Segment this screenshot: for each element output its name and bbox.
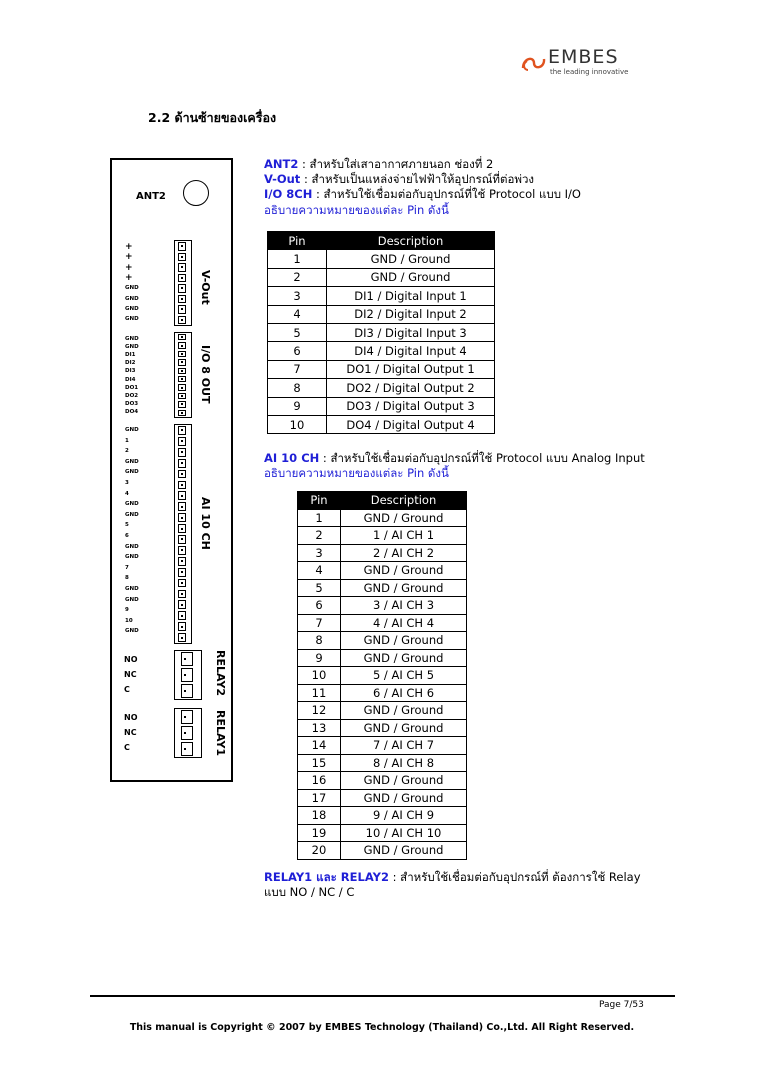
ai-pin-label: 10 [125, 617, 133, 624]
ai-description-cell: GND / Ground [341, 562, 467, 580]
io-description-cell: DO2 / Digital Output 2 [327, 379, 495, 397]
page-number-value: 7/53 [623, 1000, 644, 1010]
logo-wordmark: EMBES [548, 46, 619, 68]
ai-pin-label: 9 [125, 607, 129, 614]
ai-table-row [298, 824, 467, 842]
ai-description-cell: 9 / AI CH 9 [341, 807, 467, 825]
ai-description-cell: GND / Ground [341, 789, 467, 807]
terminal-cell [178, 393, 186, 399]
ai-pin-cell: 8 [298, 632, 341, 650]
ant2-term: ANT2 [264, 157, 299, 171]
ai-pin-cell: 2 [298, 527, 341, 545]
io-pin-label: DO3 [125, 400, 139, 407]
terminal-cell [178, 491, 186, 500]
relay-description-line2: แบบ NO / NC / C [264, 885, 355, 899]
io-table-row [268, 250, 495, 268]
page-number [599, 1000, 644, 1010]
ai-pin-label: GND [125, 628, 139, 635]
io-pin-cell: 2 [268, 268, 327, 286]
terminal-cell [181, 652, 193, 666]
terminal-cell [178, 274, 186, 283]
io-description-cell: DI1 / Digital Input 1 [327, 287, 495, 305]
ai-description-cell: GND / Ground [341, 509, 467, 527]
ai-description-cell: 3 / AI CH 3 [341, 597, 467, 615]
ai-note: อธิบายความหมายของแต่ละ Pin ดังนี้ [264, 466, 449, 480]
ai-description-cell: 10 / AI CH 10 [341, 824, 467, 842]
relay1-pin-label: NO [124, 713, 138, 722]
ai-description-cell: GND / Ground [341, 579, 467, 597]
ai-description-cell: GND / Ground [341, 702, 467, 720]
ai-description-cell: GND / Ground [341, 632, 467, 650]
ai-pin-cell: 10 [298, 667, 341, 685]
ai-table-row [298, 719, 467, 737]
ai-pin-label: GND [125, 469, 139, 476]
vout-description [264, 172, 534, 187]
relay2-pin-label: C [124, 685, 130, 694]
terminal-cell [178, 410, 186, 416]
io-table-header-pin: Pin [268, 232, 327, 250]
vout-pin-label: + [125, 252, 133, 263]
ai-pin-label: GND [125, 427, 139, 433]
ai-table-row [298, 527, 467, 545]
terminal-cell [178, 305, 186, 314]
ai-pin-label: GND [125, 586, 139, 592]
io-description-cell: DO4 / Digital Output 4 [327, 415, 495, 433]
terminal-cell [181, 742, 193, 756]
terminal-cell [178, 448, 186, 457]
ai-description [264, 451, 645, 466]
io-pin-cell: 3 [268, 287, 327, 305]
ai-pin-cell: 18 [298, 807, 341, 825]
io-pin-label: DI4 [125, 376, 136, 383]
io-title: I/O 8 OUT [199, 345, 212, 404]
device-left-panel [110, 158, 233, 782]
io-pin-cell: 9 [268, 397, 327, 415]
ai-pin-cell: 7 [298, 614, 341, 632]
ai-description-cell: GND / Ground [341, 842, 467, 860]
ai-pin-cell: 1 [298, 509, 341, 527]
terminal-cell [178, 284, 186, 293]
ai-table-row [298, 702, 467, 720]
ai-description-cell: 1 / AI CH 1 [341, 527, 467, 545]
io-pin-label: GND [125, 336, 139, 342]
relay-text: : สำหรับใช้เชื่อมต่อกับอุปกรณ์ที่ ต้องการใช้ Relay [388, 870, 641, 884]
footer-divider [90, 995, 675, 997]
ai-table-body [298, 509, 467, 859]
terminal-cell [181, 668, 193, 682]
copyright-notice: This manual is Copyright © 2007 by EMBES Technology (Thailand) Co.,Ltd. All Right Reserved. [129, 1022, 635, 1033]
terminal-cell [178, 316, 186, 325]
logo-tagline: the leading innovative [550, 68, 629, 76]
vout-pin-label: GND [125, 295, 139, 302]
vout-text: : สำหรับเป็นแหล่งจ่ายไฟฟ้าให้อุปกรณ์ที่ต่อพ่วง [300, 172, 535, 186]
ai-pin-cell: 11 [298, 684, 341, 702]
terminal-cell [178, 384, 186, 390]
vout-pin-label: GND [125, 305, 139, 312]
io-table-row [268, 287, 495, 305]
ai-table-row [298, 842, 467, 860]
ai-table-row [298, 509, 467, 527]
io-table-row [268, 305, 495, 323]
ai-table-row [298, 667, 467, 685]
ant2-description [264, 157, 493, 172]
io-table-row [268, 268, 495, 286]
ai-pin-cell: 12 [298, 702, 341, 720]
ai-pin-cell: 13 [298, 719, 341, 737]
terminal-cell [178, 579, 186, 588]
io-pin-table [267, 231, 495, 434]
io-pin-label: DI3 [125, 368, 136, 375]
io-note: อธิบายความหมายของแต่ละ Pin ดังนี้ [264, 203, 449, 217]
ai-pin-cell: 4 [298, 562, 341, 580]
ai-pin-cell: 15 [298, 754, 341, 772]
terminal-cell [178, 622, 186, 631]
ai-pin-cell: 20 [298, 842, 341, 860]
vout-term: V-Out [264, 172, 301, 186]
ai-table-row [298, 632, 467, 650]
terminal-cell [178, 459, 186, 468]
ai-pin-cell: 9 [298, 649, 341, 667]
ai-pin-label: 5 [125, 522, 129, 529]
ai-description-cell: GND / Ground [341, 719, 467, 737]
ai-table-row [298, 684, 467, 702]
io-pin-cell: 5 [268, 323, 327, 341]
ai-pin-cell: 16 [298, 772, 341, 790]
ai-pin-label: GND [125, 501, 139, 508]
io-description-cell: GND / Ground [327, 268, 495, 286]
ai-pin-cell: 5 [298, 579, 341, 597]
ant2-connector-icon [183, 180, 209, 206]
relay1-terminal-block [174, 708, 202, 758]
ai-table-row [298, 597, 467, 615]
ai-table-header-pin: Pin [298, 492, 341, 510]
ai-description-cell: 7 / AI CH 7 [341, 737, 467, 755]
io-pin-label: DO1 [125, 384, 139, 391]
io-table-row [268, 379, 495, 397]
terminal-cell [181, 710, 193, 724]
io-pin-label: DO4 [125, 408, 139, 415]
terminal-cell [178, 600, 186, 609]
terminal-cell [178, 342, 186, 348]
io-term: I/O 8CH [264, 187, 313, 201]
terminal-cell [178, 535, 186, 544]
ant2-label: ANT2 [136, 191, 166, 202]
terminal-cell [178, 295, 186, 304]
ai-pin-label: GND [125, 543, 139, 550]
ai-description-cell: GND / Ground [341, 649, 467, 667]
relay-description [264, 870, 641, 885]
io-text: : สำหรับใช้เชื่อมต่อกับอุปกรณ์ที่ใช้ Protocol แบบ I/O [312, 187, 581, 201]
io-description-cell: DI4 / Digital Input 4 [327, 342, 495, 360]
io-pin-label: DO2 [125, 392, 139, 399]
ai-table-row [298, 807, 467, 825]
ai-pin-label: 1 [125, 437, 129, 444]
ai-terminal-block [174, 424, 192, 644]
ai-table-row [298, 614, 467, 632]
terminal-cell [178, 470, 186, 479]
terminal-cell [178, 481, 186, 490]
terminal-cell [178, 437, 186, 446]
relay2-pin-label: NO [124, 655, 138, 664]
ai-description-cell: 8 / AI CH 8 [341, 754, 467, 772]
terminal-cell [178, 633, 186, 642]
ai-pin-cell: 6 [298, 597, 341, 615]
io-pin-label: DI2 [125, 360, 136, 367]
vout-pin-label: + [125, 272, 133, 283]
relay2-terminal-block [174, 650, 202, 700]
terminal-cell [178, 611, 186, 620]
terminal-cell [178, 253, 186, 262]
ai-table-row [298, 649, 467, 667]
io-table-row [268, 323, 495, 341]
vout-title: V-Out [199, 270, 212, 305]
io-pin-cell: 4 [268, 305, 327, 323]
vout-pin-label: + [125, 242, 133, 252]
terminal-cell [178, 426, 186, 435]
ai-table-row [298, 579, 467, 597]
vout-pin-label: GND [125, 316, 139, 323]
vout-terminal-block [174, 240, 192, 326]
terminal-cell [178, 376, 186, 382]
io-table-row [268, 360, 495, 378]
ai-pin-label: GND [125, 554, 139, 561]
ai-pin-label: GND [125, 458, 139, 465]
ai-table-row [298, 562, 467, 580]
vout-pin-label: GND [125, 285, 139, 292]
io-table-row [268, 342, 495, 360]
ai-description-cell: 5 / AI CH 5 [341, 667, 467, 685]
io-description-cell: DO3 / Digital Output 3 [327, 397, 495, 415]
io-table-row [268, 415, 495, 433]
page-label: Page [599, 1000, 624, 1010]
ai-pin-label: 7 [125, 564, 129, 571]
ai-pin-label: GND [125, 596, 139, 603]
terminal-cell [178, 502, 186, 511]
terminal-cell [178, 557, 186, 566]
io-pin-cell: 8 [268, 379, 327, 397]
terminal-cell [178, 334, 186, 340]
io-pin-cell: 10 [268, 415, 327, 433]
ai-description-cell: 4 / AI CH 4 [341, 614, 467, 632]
ai-table-row [298, 754, 467, 772]
ai-description-cell: 6 / AI CH 6 [341, 684, 467, 702]
section-heading: 2.2 ด้านซ้ายของเครื่อง [148, 110, 277, 125]
ai-pin-label: GND [125, 511, 139, 518]
ai-table-row [298, 737, 467, 755]
terminal-cell [178, 524, 186, 533]
io-pin-cell: 7 [268, 360, 327, 378]
ai-description-cell: GND / Ground [341, 772, 467, 790]
ai-term: AI 10 CH [264, 451, 320, 465]
io-table-header-description: Description [327, 232, 495, 250]
ai-table-row [298, 772, 467, 790]
relay2-title: RELAY2 [214, 650, 227, 697]
io-description-cell: DO1 / Digital Output 1 [327, 360, 495, 378]
terminal-cell [178, 242, 186, 251]
relay-term: RELAY1 และ RELAY2 [264, 870, 389, 884]
ai-pin-label: 6 [125, 533, 129, 539]
io-description-cell: DI2 / Digital Input 2 [327, 305, 495, 323]
ai-pin-cell: 3 [298, 544, 341, 562]
relay2-pin-label: NC [124, 670, 137, 679]
relay1-title: RELAY1 [214, 710, 227, 757]
ai-pin-table [297, 491, 467, 860]
embes-logo [520, 46, 630, 80]
relay1-pin-label: C [124, 743, 130, 752]
terminal-cell [178, 263, 186, 272]
terminal-cell [178, 513, 186, 522]
io-table-header-row [268, 232, 495, 250]
io-pin-cell: 6 [268, 342, 327, 360]
terminal-cell [178, 590, 186, 599]
io-pin-cell: 1 [268, 250, 327, 268]
ant2-text: : สำหรับใส่เสาอากาศภายนอก ช่องที่ 2 [298, 157, 494, 171]
relay1-pin-label: NC [124, 728, 137, 737]
ai-table-header-row [298, 492, 467, 510]
ai-pin-cell: 14 [298, 737, 341, 755]
io-table-row [268, 397, 495, 415]
io-description [264, 187, 581, 202]
terminal-cell [181, 684, 193, 698]
ai-table-header-description: Description [341, 492, 467, 510]
ai-pin-label: 2 [125, 448, 129, 455]
embes-logo-mark [520, 52, 548, 74]
ai-pin-label: 3 [125, 480, 129, 486]
ai-table-row [298, 789, 467, 807]
terminal-cell [178, 368, 186, 374]
terminal-cell [178, 401, 186, 407]
terminal-cell [178, 359, 186, 365]
ai-pin-cell: 19 [298, 824, 341, 842]
io-description-cell: GND / Ground [327, 250, 495, 268]
ai-pin-label: 8 [125, 575, 129, 582]
io-description-cell: DI3 / Digital Input 3 [327, 323, 495, 341]
ai-pin-label: 4 [125, 490, 129, 497]
vout-pin-label: + [125, 262, 133, 273]
ai-table-row [298, 544, 467, 562]
io-terminal-block [174, 332, 192, 418]
terminal-cell [181, 726, 193, 740]
ai-text: : สำหรับใช้เชื่อมต่อกับอุปกรณ์ที่ใช้ Protocol แบบ Analog Input [319, 451, 645, 465]
io-table-body [268, 250, 495, 434]
ai-description-cell: 2 / AI CH 2 [341, 544, 467, 562]
io-pin-label: DI1 [125, 352, 136, 359]
terminal-cell [178, 351, 186, 357]
ai-pin-cell: 17 [298, 789, 341, 807]
terminal-cell [178, 568, 186, 577]
terminal-cell [178, 546, 186, 555]
ai-title: AI 10 CH [199, 497, 212, 550]
io-pin-label: GND [125, 344, 139, 351]
